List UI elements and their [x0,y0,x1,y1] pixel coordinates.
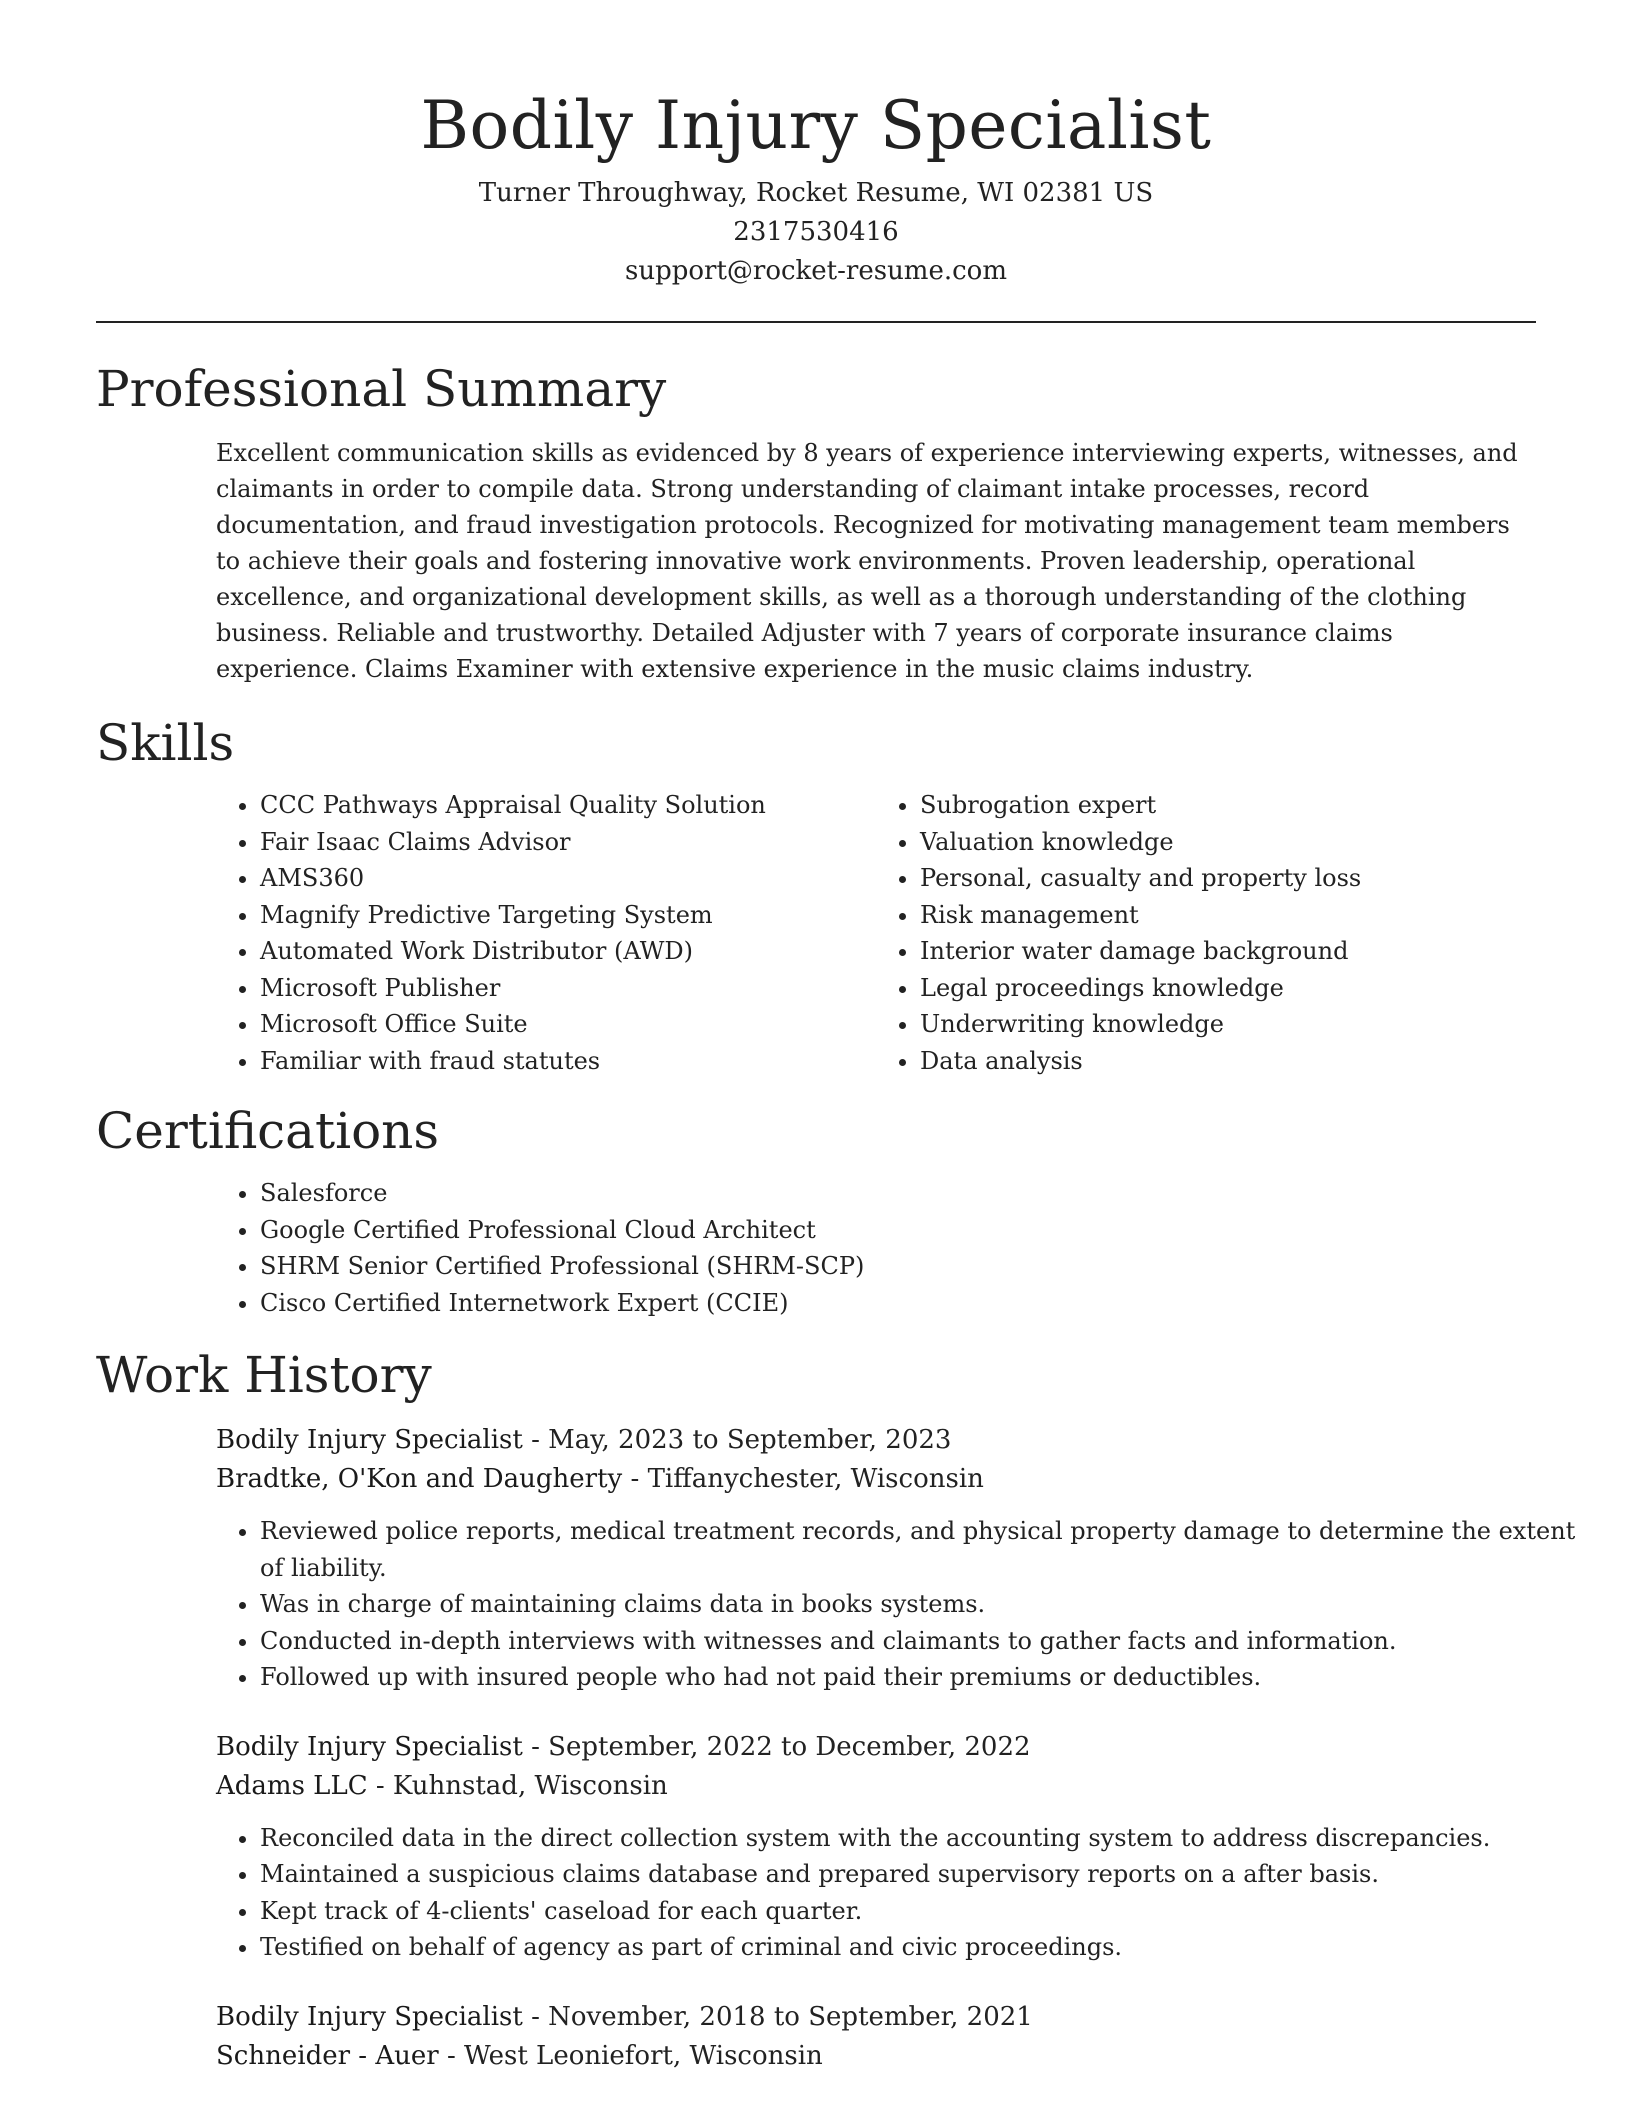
job-dates: - November, 2018 to September, 2021 [522,2001,1033,2032]
header-divider [96,321,1536,323]
certification-item: • Salesforce [260,1175,1536,1212]
skill-item: • Legal proceedings knowledge [920,970,1536,1007]
job-entry [216,1998,1536,2076]
job-company: Bradtke, O'Kon and Daugherty [216,1464,623,1494]
job-title-line [216,1728,1536,1767]
skill-item: • Personal, casualty and property loss [920,860,1536,897]
job-entry [216,1728,1536,1966]
job-entry [216,1421,1576,1696]
certifications-title: Certifications [96,1102,440,1160]
skills-list-right [876,787,1536,1079]
work-title: Work History [96,1346,432,1404]
skill-item: • Valuation knowledge [920,824,1536,861]
certification-item: • Google Certified Professional Cloud Architect [260,1212,1536,1249]
contact-phone: 2317530416 [733,217,899,247]
job-dates: - September, 2022 to December, 2022 [522,1731,1031,1762]
job-dates: - May, 2023 to September, 2023 [522,1425,952,1455]
job-company-line [216,1767,1536,1806]
job-role: Bodily Injury Specialist [216,1731,523,1762]
certifications-section [96,1101,1536,1321]
contact-email: support@rocket-resume.com [624,256,1007,286]
skills-list-left [216,787,876,1079]
work-section [96,1345,1576,2076]
skills-section [96,713,1536,1079]
certification-item: • Cisco Certified Internetwork Expert (CCIE) [260,1285,1536,1322]
job-bullet: • Maintained a suspicious claims database and prepared supervisory reports on a after basis. [260,1856,1590,1893]
job-bullets [216,1513,1590,1696]
skill-item: • Familiar with fraud statutes [260,1043,876,1080]
job-bullet: • Was in charge of maintaining claims data in books systems. [260,1586,1590,1623]
job-bullet: • Conducted in-depth interviews with witnesses and claimants to gather facts and information. [260,1623,1590,1660]
job-company: Adams LLC [216,1770,368,1801]
skill-item: • Microsoft Publisher [260,970,876,1007]
resume-name: Bodily Injury Specialist [420,87,1212,164]
skill-item: • Microsoft Office Suite [260,1006,876,1043]
skill-item: • Subrogation expert [920,787,1536,824]
job-bullet: • Reconciled data in the direct collection system with the accounting system to address discrepancies. [260,1820,1590,1857]
skill-item: • Automated Work Distributor (AWD) [260,933,876,970]
skills-title: Skills [96,714,235,772]
job-location: - Tiffanychester, Wisconsin [622,1464,984,1494]
job-bullets [216,1820,1590,1966]
skill-item: • Risk management [920,897,1536,934]
resume-header [96,0,1536,291]
job-role: Bodily Injury Specialist [216,1425,523,1455]
skill-item: • Fair Isaac Claims Advisor [260,824,876,861]
job-company-line [216,2037,1536,2076]
job-bullet: • Reviewed police reports, medical treatment records, and physical property damage to determine the extent of liability. [260,1513,1590,1586]
skill-item: • CCC Pathways Appraisal Quality Solution [260,787,876,824]
job-title-line [216,1998,1536,2037]
job-bullet: • Kept track of 4-clients' caseload for each quarter. [260,1893,1590,1930]
certification-item: • SHRM Senior Certified Professional (SHRM-SCP) [260,1248,1536,1285]
skill-item: • Data analysis [920,1043,1536,1080]
job-location: - West Leoniefort, Wisconsin [438,2040,823,2071]
skill-item: • Underwriting knowledge [920,1006,1536,1043]
summary-title: Professional Summary [96,360,667,418]
skill-item: • Magnify Predictive Targeting System [260,897,876,934]
skills-grid [216,787,1536,1079]
job-title-line [216,1421,1536,1460]
skill-item: • AMS360 [260,860,876,897]
skill-item: • Interior water damage background [920,933,1536,970]
resume-page [96,0,1576,2076]
job-company: Schneider - Auer [216,2040,439,2071]
summary-text: Excellent communication skills as evidenced by 8 years of experience interviewing experts, witnesses, and claimants in order to compile data. Strong understanding of claimant intake processes, record documentation, and fraud investigation protocols. Recognized for motivating management team members to achieve their goals and fostering innovative work environments. Proven leadership, operational excellence, and organizational development skills, as well as a thorough understanding of the clothing business. Reliable and trustworthy. Detailed Adjuster with 7 years of corporate insurance claims experience. Claims Examiner with extensive experience in the music claims industry. [216,439,1518,683]
contact-address: Turner Throughway, Rocket Resume, WI 02381 US [478,178,1154,208]
job-bullet: • Followed up with insured people who had not paid their premiums or deductibles. [260,1659,1590,1696]
contact-block [96,174,1536,291]
job-company-line [216,1460,1536,1499]
job-bullet: • Testified on behalf of agency as part of criminal and civic proceedings. [260,1929,1590,1966]
summary-section [96,359,1536,687]
job-role: Bodily Injury Specialist [216,2001,523,2032]
certifications-list [216,1175,1536,1321]
job-location: - Kuhnstad, Wisconsin [367,1770,668,1801]
